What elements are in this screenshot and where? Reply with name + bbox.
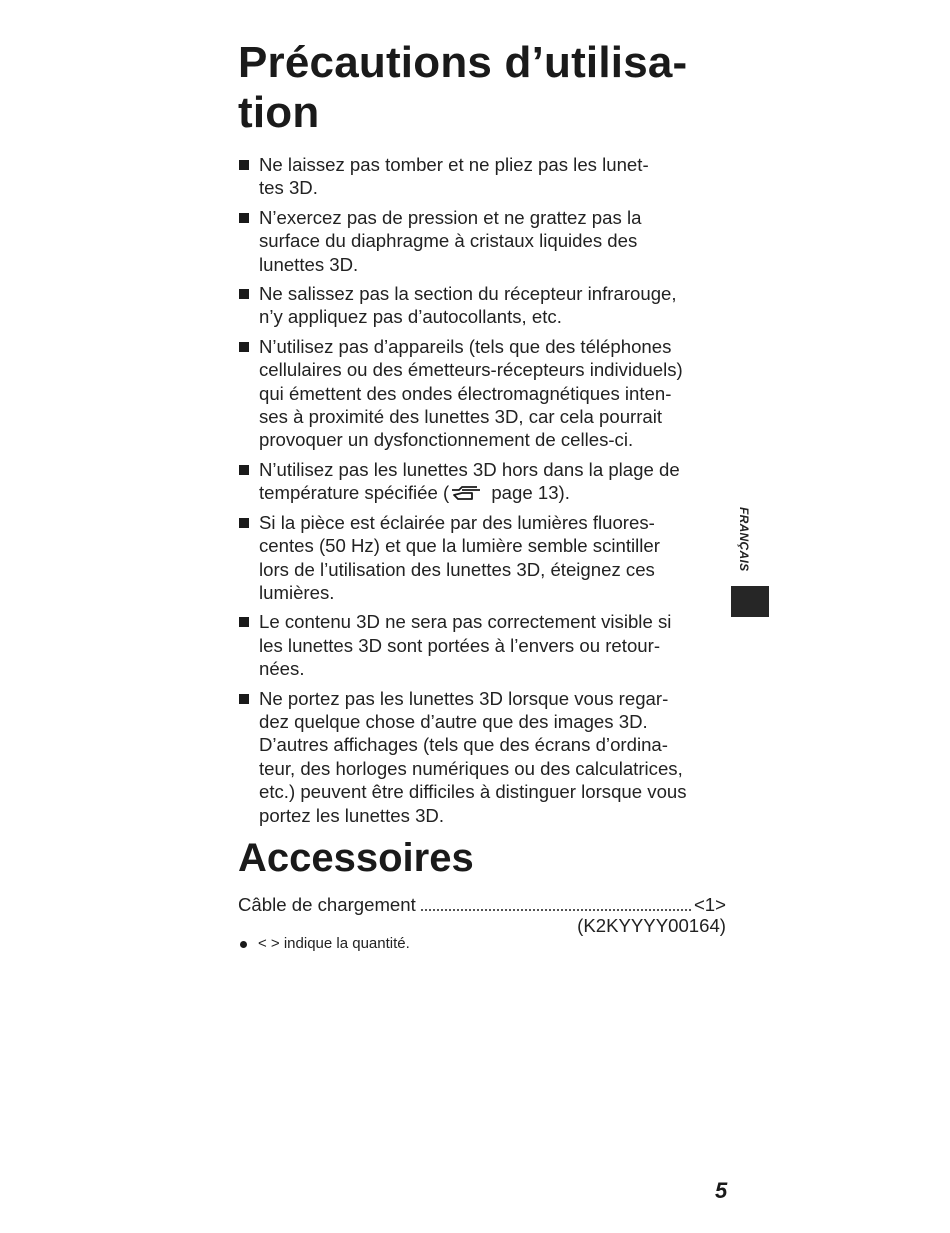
page-title-line: Précautions d’utilisa- (238, 38, 688, 87)
list-item-line: etc.) peuvent être difficiles à distinguer lorsque vous (259, 781, 687, 803)
list-item-line: N’utilisez pas les lunettes 3D hors dans la plage de (259, 458, 680, 480)
list-item-line: D’autres affichages (tels que des écrans d’ordina- (259, 734, 668, 756)
list-item-line: qui émettent des ondes électromagnétiques inten- (259, 382, 672, 404)
list-item-line: provoquer un dysfonctionnement de celles-ci. (259, 429, 634, 451)
language-tab-marker (731, 586, 769, 617)
list-item-line: Ne portez pas les lunettes 3D lorsque vous regar- (259, 687, 669, 709)
list-item-text: température spécifiée ( (259, 482, 450, 504)
list-item-line: ses à proximité des lunettes 3D, car cela pourrait (259, 406, 663, 428)
page-title-line: tion (238, 88, 320, 137)
quantity-note (240, 934, 410, 954)
accessory-quantity: <1> (693, 894, 726, 915)
quantity-note-text: < > indique la quantité. (258, 935, 410, 952)
list-item-line: surface du diaphragme à cristaux liquides des (259, 230, 638, 252)
page-reference-hand-icon (450, 484, 484, 502)
accessories-heading: Accessoires (238, 836, 474, 880)
list-item (238, 687, 738, 827)
list-item (238, 153, 738, 200)
list-item-line: dez quelque chose d’autre que des images 3D. (259, 710, 648, 732)
precautions-list (238, 153, 738, 833)
list-item-line: lumières. (259, 581, 335, 603)
list-item-line: tes 3D. (259, 177, 318, 199)
square-bullet-icon (239, 694, 249, 704)
list-item (238, 206, 738, 276)
square-bullet-icon (239, 518, 249, 528)
list-item-line: portez les lunettes 3D. (259, 804, 445, 826)
dot-leader (421, 909, 691, 911)
list-item-text: page 13). (486, 482, 570, 504)
list-item (238, 458, 738, 505)
list-item-line: lunettes 3D. (259, 253, 359, 275)
square-bullet-icon (239, 465, 249, 475)
accessory-part-number: (K2KYYYY00164) (577, 915, 726, 936)
list-item (238, 282, 738, 329)
page-title (238, 38, 758, 138)
round-bullet-icon (240, 941, 247, 948)
list-item-line: cellulaires ou des émetteurs-récepteurs individuels) (259, 359, 683, 381)
list-item-line: Ne salissez pas la section du récepteur infrarouge, (259, 283, 677, 305)
list-item (238, 335, 738, 452)
list-item-line: Ne laissez pas tomber et ne pliez pas les lunet- (259, 154, 649, 175)
list-item (238, 610, 738, 680)
square-bullet-icon (239, 342, 249, 352)
list-item-line: lors de l’utilisation des lunettes 3D, éteignez ces (259, 558, 655, 580)
list-item-line: Le contenu 3D ne sera pas correctement visible si (259, 611, 672, 633)
list-item-line: les lunettes 3D sont portées à l’envers ou retour- (259, 634, 661, 656)
square-bullet-icon (239, 213, 249, 223)
square-bullet-icon (239, 160, 249, 170)
list-item-line: teur, des horloges numériques ou des calculatrices, (259, 757, 683, 779)
language-label: FRANÇAIS (737, 507, 751, 572)
list-item-line: nées. (259, 658, 305, 680)
list-item-line (259, 481, 738, 504)
square-bullet-icon (239, 289, 249, 299)
list-item-line: N’exercez pas de pression et ne grattez pas la (259, 206, 642, 228)
list-item-line: Si la pièce est éclairée par des lumières fluores- (259, 511, 655, 533)
square-bullet-icon (239, 617, 249, 627)
list-item-line: centes (50 Hz) et que la lumière semble scintiller (259, 535, 660, 557)
language-side-tab (731, 507, 771, 581)
list-item-line: N’utilisez pas d’appareils (tels que des téléphones (259, 335, 672, 357)
list-item-line: n’y appliquez pas d’autocollants, etc. (259, 306, 562, 328)
list-item (238, 511, 738, 605)
page-number: 5 (715, 1178, 728, 1203)
accessory-name: Câble de chargement (238, 894, 416, 915)
